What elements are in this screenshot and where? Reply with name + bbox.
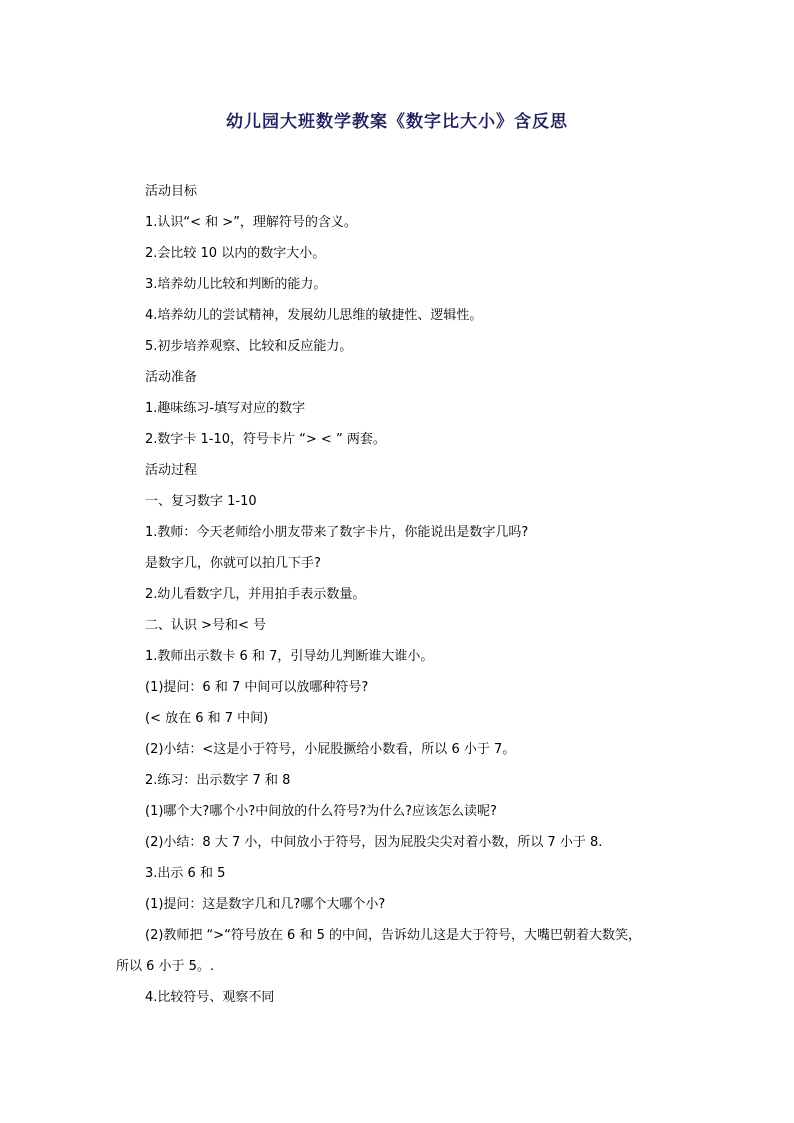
paragraph: 2.数字卡 1-10，符号卡片 “> < ” 两套。 [145,432,386,447]
subsection-heading: 二、认识 >号和< 号 [145,618,267,633]
paragraph: 是数字几，你就可以拍几下手? [145,556,321,571]
paragraph: 5.初步培养观察、比较和反应能力。 [145,339,353,354]
paragraph: 1.趣味练习-填写对应的数字 [145,401,306,416]
paragraph: 1.教师出示数卡 6 和 7，引导幼儿判断谁大谁小。 [145,649,434,664]
paragraph: 4.比较符号、观察不同 [145,990,275,1005]
paragraph: (2)教师把 “>“符号放在 6 和 5 的中间，告诉幼儿这是大于符号，大嘴巴朝着大数笑， [145,928,641,943]
subsection-heading: 一、复习数字 1-10 [145,494,257,509]
document-title: 幼儿园大班数学教案《数字比大小》含反思 [226,112,568,132]
paragraph: (1)提问：这是数字几和几?哪个大哪个小? [145,897,386,912]
paragraph: 2.幼儿看数字几，并用拍手表示数量。 [145,587,366,602]
paragraph-continuation: 所以 6 小于 5。. [116,959,215,974]
paragraph: 3.出示 6 和 5 [145,866,226,881]
section-heading-preparation: 活动准备 [145,370,198,385]
paragraph: (1)哪个大?哪个小?中间放的什么符号?为什么?应该怎么读呢? [145,804,497,819]
paragraph: 1.教师：今天老师给小朋友带来了数字卡片，你能说出是数字几吗? [145,525,529,540]
paragraph: 2.练习：出示数字 7 和 8 [145,773,291,788]
paragraph: 2.会比较 10 以内的数字大小。 [145,246,326,261]
paragraph: (< 放在 6 和 7 中间) [145,711,269,726]
paragraph: 3.培养幼儿比较和判断的能力。 [145,277,327,292]
section-heading-process: 活动过程 [145,463,198,478]
paragraph: (1)提问：6 和 7 中间可以放哪种符号? [145,680,369,695]
paragraph: 1.认识“< 和 >”，理解符号的含义。 [145,215,357,230]
paragraph: 4.培养幼儿的尝试精神，发展幼儿思维的敏捷性、逻辑性。 [145,308,483,323]
paragraph: (2)小结：8 大 7 小，中间放小于符号，因为屁股尖尖对着小数，所以 7 小于 8. [145,835,603,850]
section-heading-objectives: 活动目标 [145,184,198,199]
document-body [0,176,794,1013]
paragraph: (2)小结：<这是小于符号，小屁股撅给小数看，所以 6 小于 7。 [145,742,516,757]
